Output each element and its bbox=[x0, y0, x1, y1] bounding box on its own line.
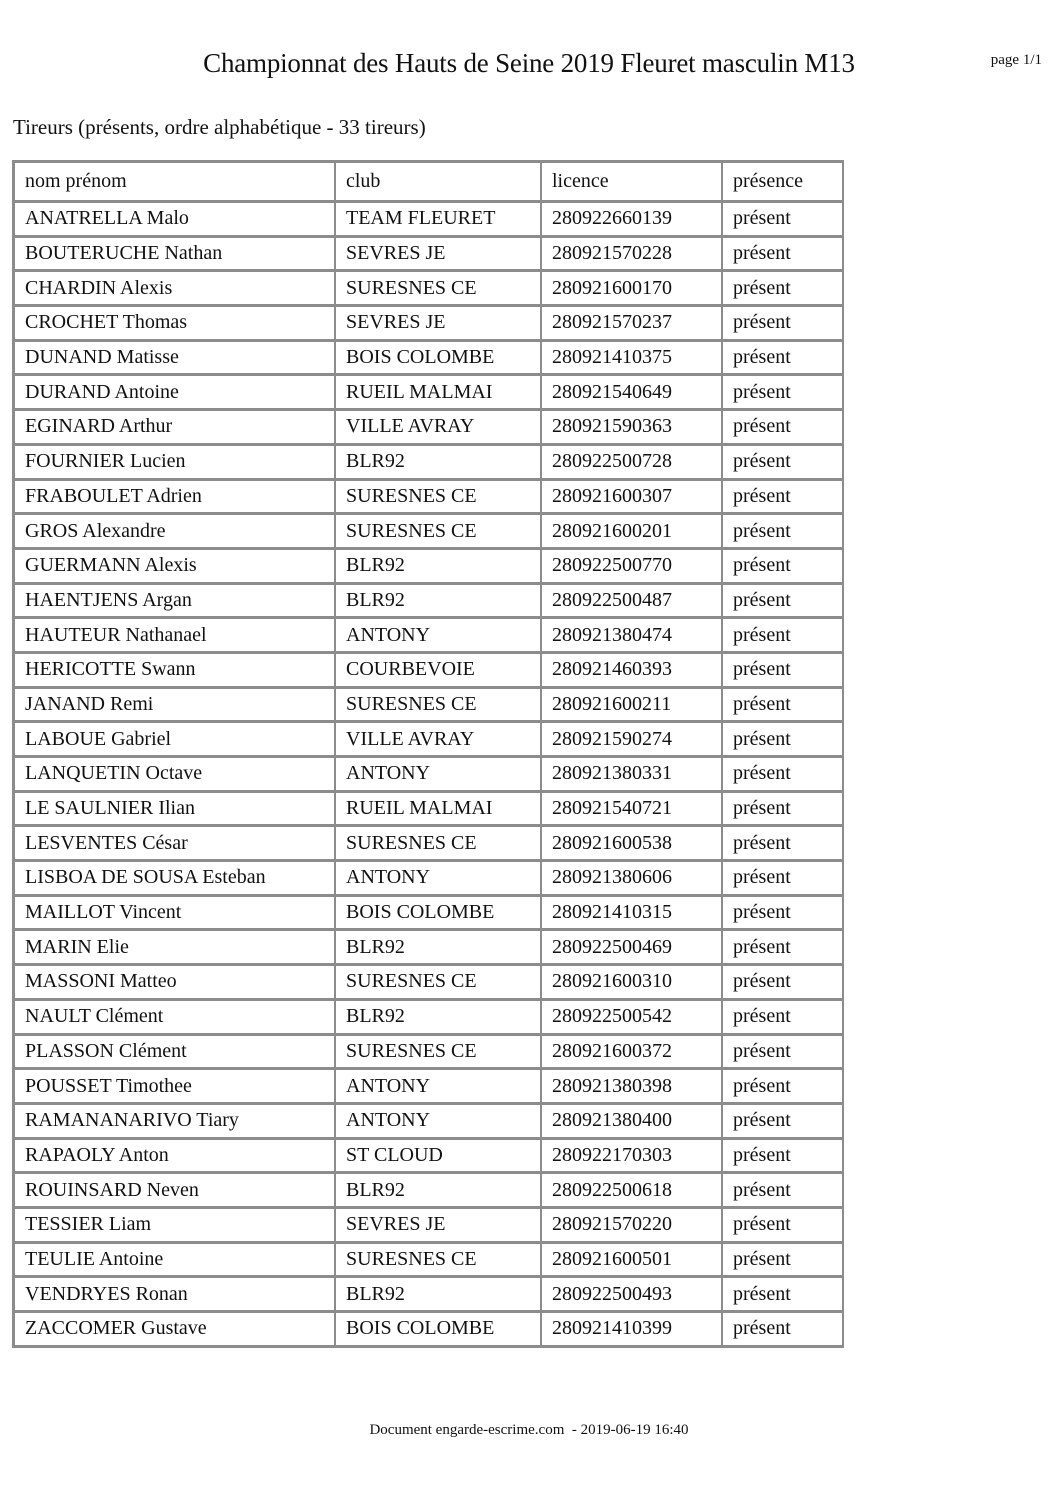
cell-licence: 280922500618 bbox=[542, 1174, 723, 1209]
cell-licence: 280922500542 bbox=[542, 1001, 723, 1036]
table-row bbox=[15, 585, 842, 620]
cell-name: GROS Alexandre bbox=[15, 515, 336, 550]
table-row bbox=[15, 966, 842, 1001]
table-row bbox=[15, 342, 842, 377]
table-row bbox=[15, 307, 842, 342]
table-row bbox=[15, 1313, 842, 1345]
table-row bbox=[15, 238, 842, 273]
table-row bbox=[15, 1174, 842, 1209]
cell-licence: 280922500770 bbox=[542, 550, 723, 585]
cell-licence: 280921540721 bbox=[542, 793, 723, 828]
cell-club: ANTONY bbox=[336, 1070, 542, 1105]
cell-club: SURESNES CE bbox=[336, 689, 542, 724]
cell-club: ANTONY bbox=[336, 1105, 542, 1140]
cell-club: RUEIL MALMAI bbox=[336, 793, 542, 828]
cell-presence: présent bbox=[733, 1317, 791, 1340]
cell-presence: présent bbox=[723, 238, 842, 273]
table-row bbox=[15, 1105, 842, 1140]
cell-name: ZACCOMER Gustave bbox=[15, 1313, 336, 1345]
cell-club: SURESNES CE bbox=[336, 827, 542, 862]
table-row bbox=[15, 1070, 842, 1105]
cell-name: NAULT Clément bbox=[15, 1001, 336, 1036]
cell-licence: 280921410375 bbox=[542, 342, 723, 377]
table-row bbox=[15, 758, 842, 793]
cell-presence: présent bbox=[723, 376, 842, 411]
cell-name: GUERMANN Alexis bbox=[15, 550, 336, 585]
cell-name: LANQUETIN Octave bbox=[15, 758, 336, 793]
cell-licence: 280921600170 bbox=[542, 272, 723, 307]
table-row bbox=[15, 1209, 842, 1244]
table-row bbox=[15, 376, 842, 411]
cell-licence: 280921600501 bbox=[542, 1244, 723, 1279]
cell-presence: présent bbox=[723, 1209, 842, 1244]
cell-licence: 280922170303 bbox=[542, 1140, 723, 1175]
cell-presence: présent bbox=[723, 723, 842, 758]
table-row bbox=[15, 689, 842, 724]
cell-presence: présent bbox=[723, 307, 842, 342]
table-row bbox=[15, 411, 842, 446]
table-row bbox=[15, 1036, 842, 1071]
table-row bbox=[15, 272, 842, 307]
cell-licence: 280921380606 bbox=[542, 862, 723, 897]
fencers-table bbox=[12, 160, 844, 1348]
table-row bbox=[15, 446, 842, 481]
cell-name: CROCHET Thomas bbox=[15, 307, 336, 342]
cell-presence: présent bbox=[723, 689, 842, 724]
cell-licence: 280922660139 bbox=[542, 203, 723, 238]
cell-presence: présent bbox=[723, 1278, 842, 1313]
table-row bbox=[15, 897, 842, 932]
cell-licence: 280921380400 bbox=[542, 1105, 723, 1140]
cell-presence: présent bbox=[723, 793, 842, 828]
cell-name: LABOUE Gabriel bbox=[15, 723, 336, 758]
cell-licence: 280921540649 bbox=[542, 376, 723, 411]
cell-name: ANATRELLA Malo bbox=[15, 203, 336, 238]
cell-licence: 280921590274 bbox=[542, 723, 723, 758]
cell-licence: 280921380398 bbox=[542, 1070, 723, 1105]
table-row bbox=[15, 1140, 842, 1175]
cell-name: PLASSON Clément bbox=[15, 1036, 336, 1071]
cell-name: BOUTERUCHE Nathan bbox=[15, 238, 336, 273]
table-row bbox=[15, 481, 842, 516]
cell-club: SURESNES CE bbox=[336, 515, 542, 550]
cell-name: LE SAULNIER Ilian bbox=[15, 793, 336, 828]
table-row bbox=[15, 931, 842, 966]
cell-club: BOIS COLOMBE bbox=[336, 1313, 542, 1345]
cell-licence: 280921380331 bbox=[542, 758, 723, 793]
cell-club: BLR92 bbox=[336, 931, 542, 966]
cell-club: ST CLOUD bbox=[336, 1140, 542, 1175]
cell-presence: présent bbox=[723, 1036, 842, 1071]
cell-licence: 280921600538 bbox=[542, 827, 723, 862]
cell-club: ANTONY bbox=[336, 619, 542, 654]
cell-presence: présent bbox=[723, 481, 842, 516]
column-header-name: nom prénom bbox=[15, 163, 336, 203]
cell-licence: 280922500469 bbox=[542, 931, 723, 966]
cell-club: SURESNES CE bbox=[336, 1244, 542, 1279]
cell-club: ANTONY bbox=[336, 758, 542, 793]
table-row bbox=[15, 827, 842, 862]
cell-club: SEVRES JE bbox=[336, 1209, 542, 1244]
cell-presence: présent bbox=[723, 342, 842, 377]
cell-licence: 280921380474 bbox=[542, 619, 723, 654]
section-subtitle: Tireurs (présents, ordre alphabétique - 33 tireurs) bbox=[13, 115, 426, 139]
cell-licence: 280921410399 bbox=[542, 1313, 723, 1345]
cell-presence: présent bbox=[723, 446, 842, 481]
cell-name: RAPAOLY Anton bbox=[15, 1140, 336, 1175]
cell-club: TEAM FLEURET bbox=[336, 203, 542, 238]
cell-presence: présent bbox=[723, 966, 842, 1001]
cell-licence: 280921410315 bbox=[542, 897, 723, 932]
column-header-club: club bbox=[336, 163, 542, 203]
cell-club: ANTONY bbox=[336, 862, 542, 897]
cell-name: DUNAND Matisse bbox=[15, 342, 336, 377]
cell-presence: présent bbox=[723, 897, 842, 932]
cell-club: SURESNES CE bbox=[336, 1036, 542, 1071]
table-row bbox=[15, 550, 842, 585]
cell-presence: présent bbox=[723, 411, 842, 446]
cell-club: BLR92 bbox=[336, 1278, 542, 1313]
cell-presence: présent bbox=[723, 550, 842, 585]
cell-club: BLR92 bbox=[336, 446, 542, 481]
table-row bbox=[15, 1278, 842, 1313]
cell-club: BLR92 bbox=[336, 1174, 542, 1209]
table-row bbox=[15, 654, 842, 689]
cell-club: SURESNES CE bbox=[336, 481, 542, 516]
cell-name: HERICOTTE Swann bbox=[15, 654, 336, 689]
cell-presence: présent bbox=[723, 272, 842, 307]
cell-club: SURESNES CE bbox=[336, 272, 542, 307]
footer-source: Document engarde-escrime.com bbox=[369, 1422, 565, 1438]
cell-licence: 280922500728 bbox=[542, 446, 723, 481]
cell-presence: présent bbox=[723, 1105, 842, 1140]
cell-name: MASSONI Matteo bbox=[15, 966, 336, 1001]
cell-licence: 280921600310 bbox=[542, 966, 723, 1001]
cell-licence: 280921570237 bbox=[542, 307, 723, 342]
cell-club: SEVRES JE bbox=[336, 307, 542, 342]
table-row bbox=[15, 1001, 842, 1036]
table-row bbox=[15, 862, 842, 897]
cell-name: JANAND Remi bbox=[15, 689, 336, 724]
cell-presence: présent bbox=[723, 931, 842, 966]
cell-licence: 280921460393 bbox=[542, 654, 723, 689]
cell-presence: présent bbox=[723, 585, 842, 620]
table-row bbox=[15, 203, 842, 238]
cell-presence: présent bbox=[723, 654, 842, 689]
cell-name: HAUTEUR Nathanael bbox=[15, 619, 336, 654]
cell-name: FOURNIER Lucien bbox=[15, 446, 336, 481]
cell-licence: 280922500487 bbox=[542, 585, 723, 620]
cell-presence: présent bbox=[723, 862, 842, 897]
cell-club: SURESNES CE bbox=[336, 966, 542, 1001]
cell-licence: 280922500493 bbox=[542, 1278, 723, 1313]
table-row bbox=[15, 619, 842, 654]
cell-licence: 280921590363 bbox=[542, 411, 723, 446]
cell-licence: 280921600201 bbox=[542, 515, 723, 550]
footer-timestamp: 2019-06-19 16:40 bbox=[580, 1422, 689, 1438]
cell-licence: 280921600211 bbox=[542, 689, 723, 724]
page-number: page 1/1 bbox=[990, 52, 1042, 68]
cell-presence: présent bbox=[723, 1140, 842, 1175]
cell-name: MARIN Elie bbox=[15, 931, 336, 966]
cell-licence: 280921570220 bbox=[542, 1209, 723, 1244]
cell-name: EGINARD Arthur bbox=[15, 411, 336, 446]
table-row bbox=[15, 1244, 842, 1279]
cell-club: VILLE AVRAY bbox=[336, 723, 542, 758]
cell-club: BOIS COLOMBE bbox=[336, 342, 542, 377]
cell-name: FRABOULET Adrien bbox=[15, 481, 336, 516]
table-row bbox=[15, 723, 842, 758]
table-row bbox=[15, 793, 842, 828]
cell-club: BLR92 bbox=[336, 585, 542, 620]
cell-name: DURAND Antoine bbox=[15, 376, 336, 411]
cell-name: TESSIER Liam bbox=[15, 1209, 336, 1244]
cell-name: ROUINSARD Neven bbox=[15, 1174, 336, 1209]
cell-name: POUSSET Timothee bbox=[15, 1070, 336, 1105]
cell-club: BLR92 bbox=[336, 1001, 542, 1036]
cell-presence: présent bbox=[723, 203, 842, 238]
cell-presence: présent bbox=[723, 1244, 842, 1279]
cell-presence: présent bbox=[723, 1174, 842, 1209]
cell-club: COURBEVOIE bbox=[336, 654, 542, 689]
cell-name: CHARDIN Alexis bbox=[15, 272, 336, 307]
cell-name: TEULIE Antoine bbox=[15, 1244, 336, 1279]
column-header-presence: présence bbox=[723, 163, 842, 203]
cell-club: BOIS COLOMBE bbox=[336, 897, 542, 932]
footer: Document engarde-escrime.com - 2019-06-19 16:40 bbox=[369, 1422, 689, 1438]
cell-licence: 280921570228 bbox=[542, 238, 723, 273]
cell-name: LISBOA DE SOUSA Esteban bbox=[15, 862, 336, 897]
table-body bbox=[15, 203, 842, 1345]
table-header-row bbox=[15, 163, 842, 203]
table-row bbox=[15, 515, 842, 550]
cell-club: RUEIL MALMAI bbox=[336, 376, 542, 411]
cell-name: RAMANANARIVO Tiary bbox=[15, 1105, 336, 1140]
cell-presence: présent bbox=[723, 827, 842, 862]
cell-name: LESVENTES César bbox=[15, 827, 336, 862]
cell-club: SEVRES JE bbox=[336, 238, 542, 273]
cell-name: MAILLOT Vincent bbox=[15, 897, 336, 932]
cell-name: VENDRYES Ronan bbox=[15, 1278, 336, 1313]
cell-presence: présent bbox=[723, 1070, 842, 1105]
cell-presence: présent bbox=[723, 515, 842, 550]
document-title: Championnat des Hauts de Seine 2019 Fleuret masculin M13 bbox=[203, 48, 855, 78]
cell-licence: 280921600307 bbox=[542, 481, 723, 516]
column-header-licence: licence bbox=[542, 163, 723, 203]
cell-licence: 280921600372 bbox=[542, 1036, 723, 1071]
cell-presence: présent bbox=[723, 758, 842, 793]
cell-presence: présent bbox=[723, 619, 842, 654]
cell-club: BLR92 bbox=[336, 550, 542, 585]
cell-name: HAENTJENS Argan bbox=[15, 585, 336, 620]
cell-presence: présent bbox=[723, 1001, 842, 1036]
cell-club: VILLE AVRAY bbox=[336, 411, 542, 446]
